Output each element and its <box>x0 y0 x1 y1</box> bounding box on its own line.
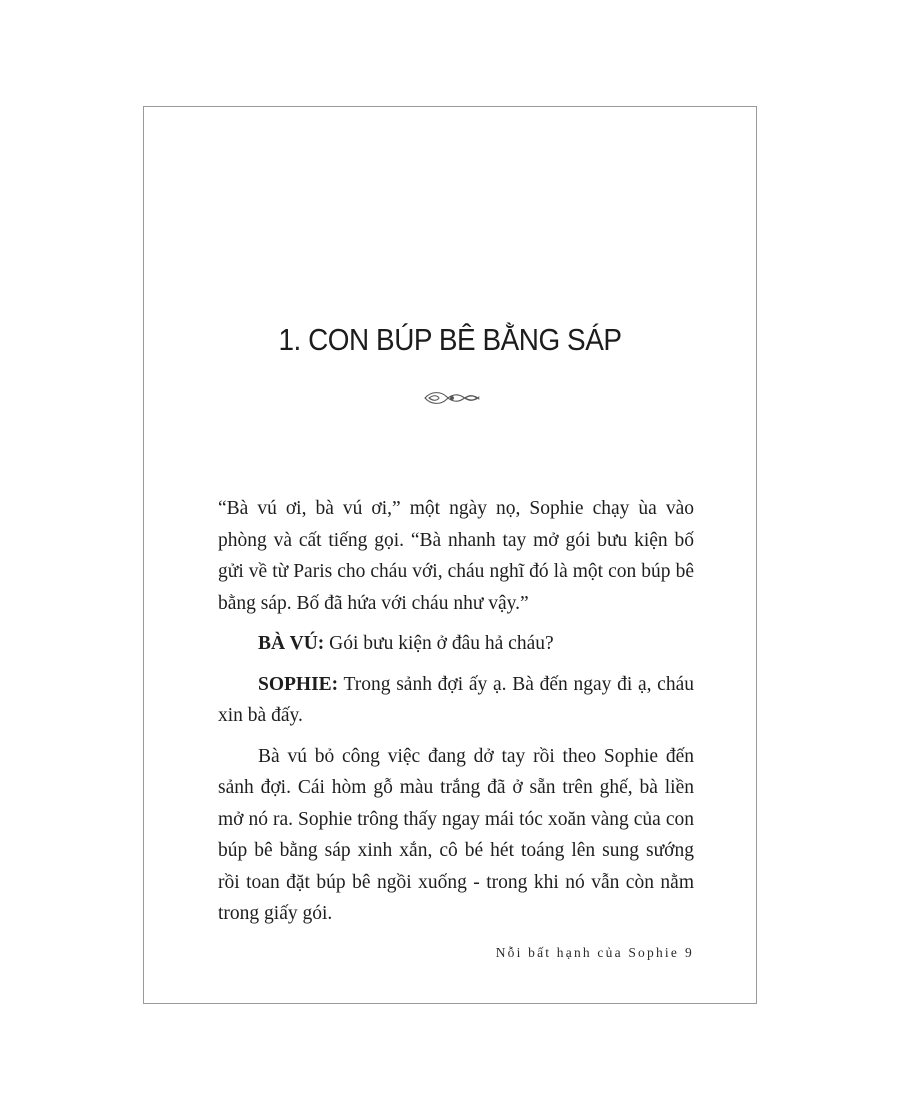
paragraph-1-text: “Bà vú ơi, bà vú ơi,” một ngày nọ, Sophie chạy ùa vào phòng và cất tiếng gọi. “Bà nhanh tay mở gói bưu kiện bố gửi về từ Paris cho cháu với, cháu nghĩ đó là một con búp bê bằng sáp. Bố đã hứa với cháu như vậy.” <box>218 498 694 614</box>
body-text <box>218 493 694 939</box>
chapter-title: 1. CON BÚP BÊ BẰNG SÁP <box>278 322 622 357</box>
paragraph-4-text: Bà vú bỏ công việc đang dở tay rồi theo Sophie đến sảnh đợi. Cái hòm gỗ màu trắng đã ở sẵn trên ghế, bà liền mở nó ra. Sophie trông thấy ngay mái tóc xoăn vàng của con búp bê bằng sáp xinh xắn, cô bé hét toáng lên sung sướng rồi toan đặt búp bê ngồi xuống - trong khi nó vẫn còn nằm trong giấy gói. <box>218 745 694 924</box>
paragraph-1 <box>218 493 694 619</box>
page-number: 9 <box>685 945 694 960</box>
paragraph-4 <box>218 741 694 930</box>
speaker-ba-vu: BÀ VÚ: <box>258 633 325 654</box>
paragraph-3 <box>218 669 694 732</box>
paragraph-2 <box>218 628 694 660</box>
flourish-ornament-icon <box>421 387 483 409</box>
paragraph-3-text: Trong sảnh đợi ấy ạ. Bà đến ngay đi ạ, cháu xin bà đấy. <box>218 673 694 726</box>
book-page <box>143 106 757 1004</box>
page-footer <box>496 945 694 961</box>
paragraph-2-text: Gói bưu kiện ở đâu hả cháu? <box>324 633 554 654</box>
running-title: Nỗi bất hạnh của Sophie <box>495 945 680 960</box>
speaker-sophie: SOPHIE: <box>258 673 339 695</box>
